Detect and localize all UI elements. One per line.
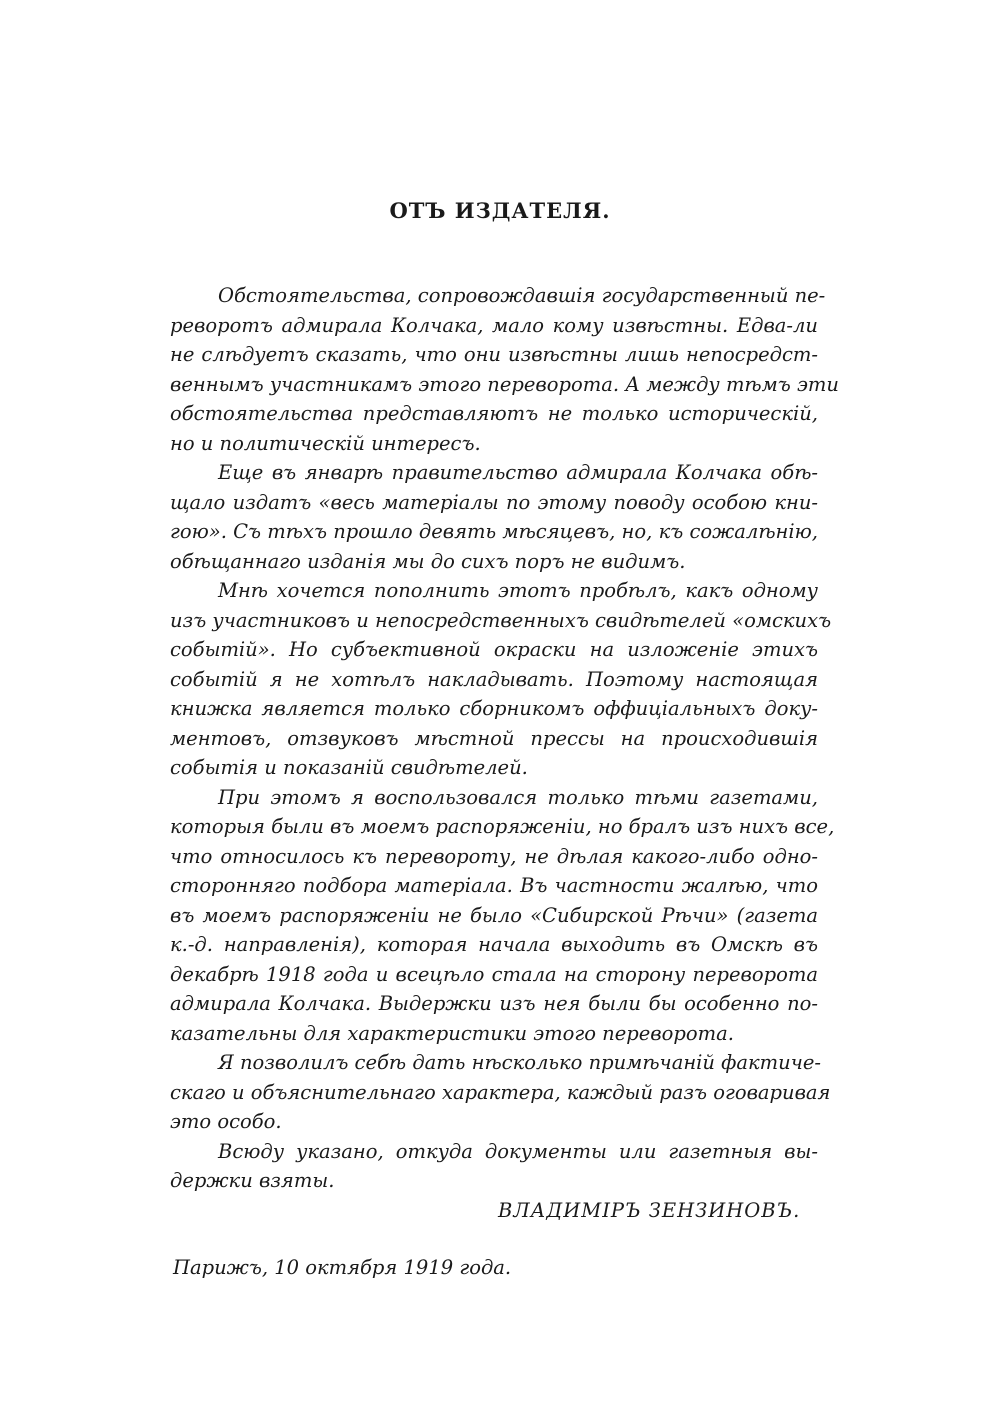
text-line: Я позволилъ себѣ дать нѣсколько примѣчаній фактиче- xyxy=(218,1051,821,1074)
preface-body xyxy=(170,281,839,1196)
text-line: Обстоятельства, сопровождавшія государственный пе- xyxy=(218,284,826,307)
text-line: адмирала Колчака. Выдержки изъ нея были бы особенно по- xyxy=(170,992,818,1015)
text-line: Мнѣ хочется пополнить этотъ пробѣлъ, какъ одному xyxy=(218,579,818,602)
text-line: что относилось къ перевороту, не дѣлая какого-либо одно- xyxy=(170,844,818,868)
text-line: книжка является только сборникомъ оффиціальныхъ доку- xyxy=(170,697,818,720)
author-signature: ВЛАДИМІРЪ ЗЕНЗИНОВЪ. xyxy=(498,1199,801,1222)
text-line: но и политическій интересъ. xyxy=(170,431,481,455)
text-line: ментовъ, отзвуковъ мѣстной прессы на происходившія xyxy=(170,726,818,750)
text-line: сторонняго подбора матеріала. Въ частности жалѣю, что xyxy=(170,874,818,897)
text-line: событій я не хотѣлъ накладывать. Поэтому настоящая xyxy=(170,667,818,691)
text-line: декабрѣ 1918 года и всецѣло стала на сторону переворота xyxy=(170,962,818,986)
text-line: въ моемъ распоряженіи не было «Сибирской Рѣчи» (газета xyxy=(170,903,818,927)
paragraph xyxy=(170,458,818,576)
text-line: гою». Съ тѣхъ прошло девять мѣсяцевъ, но, къ сожалѣнію, xyxy=(170,520,818,543)
paragraph xyxy=(170,1137,818,1196)
text-line: которыя были въ моемъ распоряженіи, но бралъ изъ нихъ все, xyxy=(170,815,835,838)
paragraph xyxy=(170,281,839,458)
text-line: обстоятельства представляютъ не только историческій, xyxy=(170,402,818,425)
text-line: веннымъ участникамъ этого переворота. А между тѣмъ эти xyxy=(170,372,839,396)
text-line: держки взяты. xyxy=(170,1169,335,1192)
paragraph xyxy=(170,1048,831,1137)
page-title: ОТЪ ИЗДАТЕЛЯ. xyxy=(389,198,611,223)
date-place-line: Парижъ, 10 октября 1919 года. xyxy=(173,1256,512,1279)
text-line: к.-д. направленія), которая начала выходить въ Омскѣ въ xyxy=(170,933,818,956)
text-line: обѣщаннаго изданія мы до сихъ поръ не видимъ. xyxy=(170,549,686,573)
text-line: Всюду указано, откуда документы или газетныя вы- xyxy=(218,1139,818,1163)
text-line: казательны для характеристики этого переворота. xyxy=(170,1021,734,1045)
text-line: щало издатъ «весь матеріалы по этому поводу особою кни- xyxy=(170,490,818,514)
text-line: не слѣдуетъ сказать, что они извѣстны лишь непосредст- xyxy=(170,343,818,366)
text-line: При этомъ я воспользовался только тѣми газетами, xyxy=(218,785,818,809)
text-line: событій». Но субъективной окраски на изложеніе этихъ xyxy=(170,638,818,661)
text-line: скаго и объяснительнаго характера, каждый разъ оговаривая xyxy=(170,1080,831,1104)
text-line: изъ участниковъ и непосредственныхъ свидѣтелей «омскихъ xyxy=(170,608,832,632)
text-line: событія и показаній свидѣтелей. xyxy=(170,756,528,779)
paragraph xyxy=(170,783,835,1049)
text-line: это особо. xyxy=(170,1110,282,1133)
text-line: реворотъ адмирала Колчака, мало кому извѣстны. Едва-ли xyxy=(170,313,818,337)
paragraph xyxy=(170,576,832,783)
text-line: Еще въ январѣ правительство адмирала Колчака обѣ- xyxy=(218,461,818,484)
